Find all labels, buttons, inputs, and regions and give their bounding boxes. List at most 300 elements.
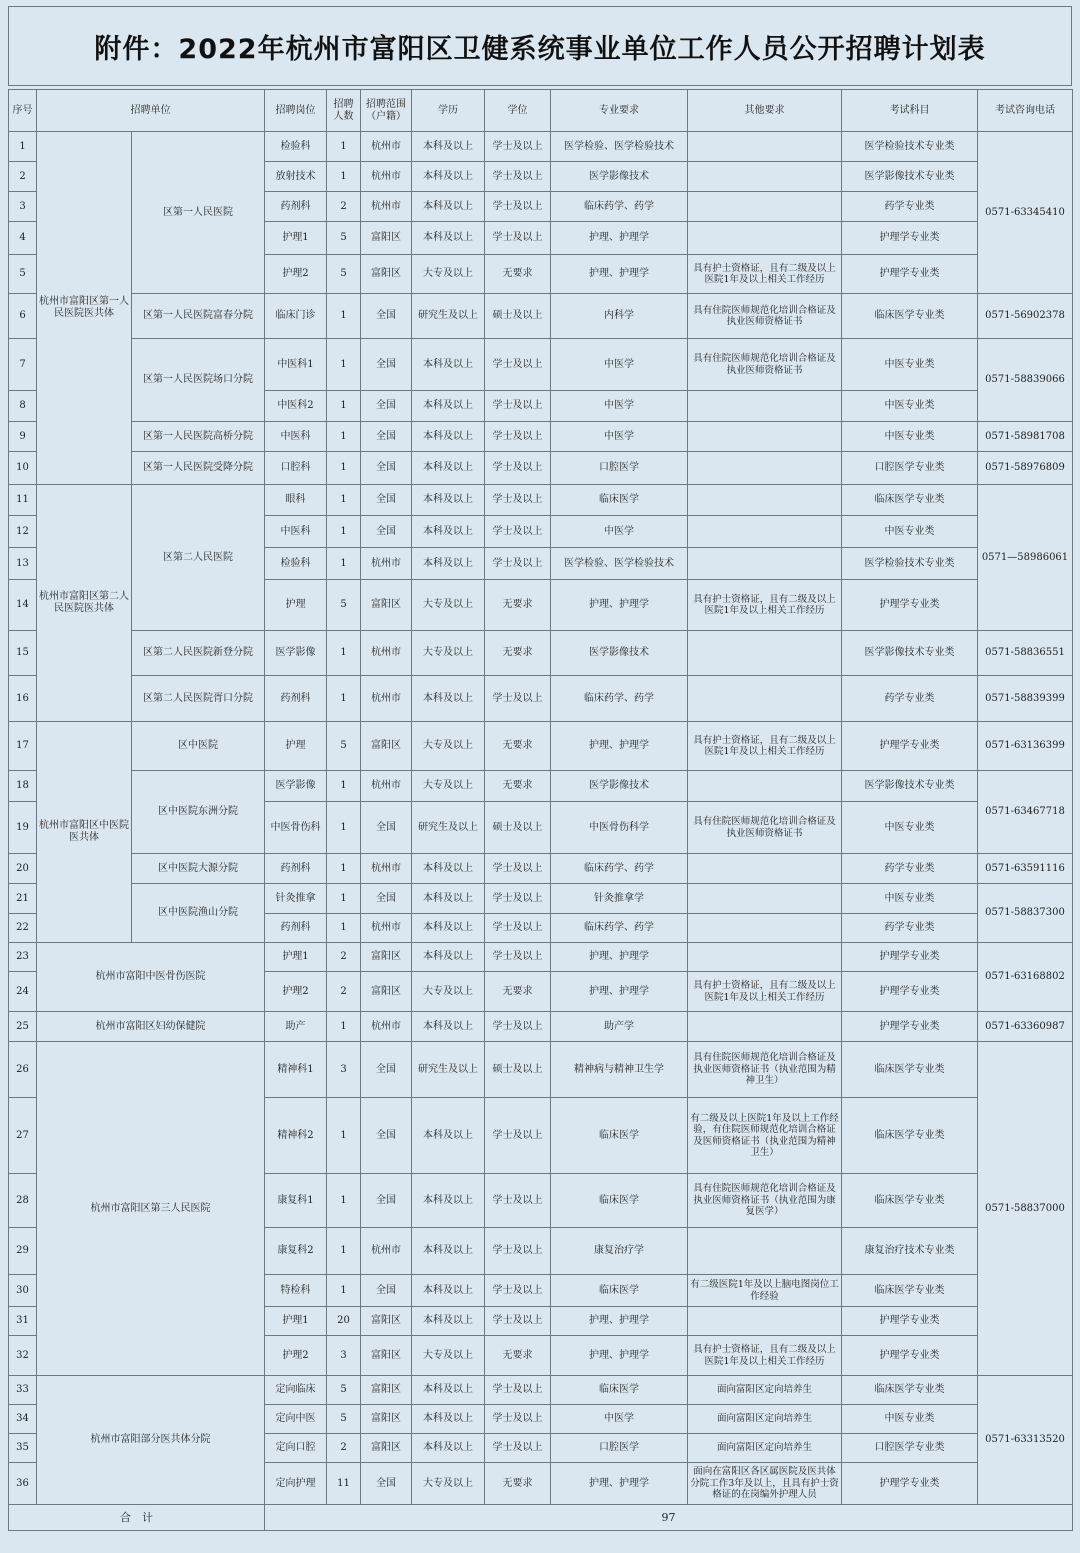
cell-exam: 药学专业类 bbox=[842, 854, 978, 884]
cell-edu: 研究生及以上 bbox=[412, 802, 485, 854]
cell-major: 临床医学 bbox=[551, 1275, 688, 1307]
cell-other bbox=[688, 1307, 842, 1336]
column-header: 序号 bbox=[9, 90, 37, 132]
cell-other: 具有住院医师规范化培训合格证及执业医师资格证书 bbox=[688, 802, 842, 854]
cell-major: 口腔医学 bbox=[551, 452, 688, 485]
row-number: 5 bbox=[9, 255, 37, 294]
cell-count: 3 bbox=[327, 1042, 361, 1098]
cell-edu: 本科及以上 bbox=[412, 1434, 485, 1463]
cell-scope: 富阳区 bbox=[361, 222, 412, 255]
cell-edu: 本科及以上 bbox=[412, 516, 485, 548]
row-number: 12 bbox=[9, 516, 37, 548]
group-name: 杭州市富阳区第二人民医院医共体 bbox=[37, 485, 132, 722]
cell-count: 2 bbox=[327, 1434, 361, 1463]
row-number: 20 bbox=[9, 854, 37, 884]
phone-number: 0571-58976809 bbox=[978, 452, 1073, 485]
cell-degree: 学士及以上 bbox=[485, 1376, 551, 1405]
row-number: 29 bbox=[9, 1228, 37, 1275]
cell-degree: 硕士及以上 bbox=[485, 1042, 551, 1098]
row-number: 22 bbox=[9, 914, 37, 943]
cell-exam: 临床医学专业类 bbox=[842, 1376, 978, 1405]
table-row bbox=[9, 1376, 1073, 1405]
cell-count: 1 bbox=[327, 802, 361, 854]
cell-scope: 富阳区 bbox=[361, 722, 412, 771]
cell-post: 临床门诊 bbox=[265, 294, 327, 339]
cell-count: 1 bbox=[327, 676, 361, 722]
cell-post: 精神科2 bbox=[265, 1098, 327, 1174]
cell-edu: 研究生及以上 bbox=[412, 294, 485, 339]
cell-edu: 本科及以上 bbox=[412, 1275, 485, 1307]
cell-exam: 康复治疗技术专业类 bbox=[842, 1228, 978, 1275]
row-number: 6 bbox=[9, 294, 37, 339]
cell-scope: 全国 bbox=[361, 516, 412, 548]
cell-count: 1 bbox=[327, 884, 361, 914]
cell-edu: 本科及以上 bbox=[412, 391, 485, 422]
cell-other bbox=[688, 222, 842, 255]
row-number: 26 bbox=[9, 1042, 37, 1098]
cell-scope: 全国 bbox=[361, 1275, 412, 1307]
phone-number: 0571—58986061 bbox=[978, 485, 1073, 631]
cell-exam: 临床医学专业类 bbox=[842, 1042, 978, 1098]
phone-number: 0571-63168802 bbox=[978, 943, 1073, 1012]
cell-count: 11 bbox=[327, 1463, 361, 1505]
row-number: 9 bbox=[9, 422, 37, 452]
cell-count: 1 bbox=[327, 1174, 361, 1228]
cell-scope: 杭州市 bbox=[361, 854, 412, 884]
table-row bbox=[9, 884, 1073, 914]
unit-name: 区中医院渔山分院 bbox=[132, 884, 265, 943]
cell-exam: 中医专业类 bbox=[842, 516, 978, 548]
cell-degree: 无要求 bbox=[485, 255, 551, 294]
cell-count: 5 bbox=[327, 255, 361, 294]
cell-edu: 研究生及以上 bbox=[412, 1042, 485, 1098]
cell-edu: 大专及以上 bbox=[412, 255, 485, 294]
cell-major: 临床药学、药学 bbox=[551, 854, 688, 884]
cell-post: 护理 bbox=[265, 580, 327, 631]
cell-exam: 护理学专业类 bbox=[842, 972, 978, 1012]
cell-major: 临床医学 bbox=[551, 1174, 688, 1228]
cell-other: 面向在富阳区各区属医院及医共体分院工作3年及以上，且具有护士资格证的在岗编外护理人员 bbox=[688, 1463, 842, 1505]
table-row bbox=[9, 339, 1073, 391]
cell-scope: 全国 bbox=[361, 1098, 412, 1174]
cell-post: 定向口腔 bbox=[265, 1434, 327, 1463]
cell-other bbox=[688, 422, 842, 452]
cell-edu: 本科及以上 bbox=[412, 854, 485, 884]
cell-scope: 杭州市 bbox=[361, 914, 412, 943]
cell-edu: 本科及以上 bbox=[412, 914, 485, 943]
cell-count: 1 bbox=[327, 132, 361, 162]
cell-scope: 全国 bbox=[361, 294, 412, 339]
cell-scope: 全国 bbox=[361, 485, 412, 516]
cell-count: 1 bbox=[327, 548, 361, 580]
row-number: 13 bbox=[9, 548, 37, 580]
cell-degree: 硕士及以上 bbox=[485, 294, 551, 339]
cell-other: 具有住院医师规范化培训合格证及执业医师资格证书 bbox=[688, 339, 842, 391]
cell-post: 药剂科 bbox=[265, 192, 327, 222]
cell-other: 具有护士资格证，且有二级及以上医院1年及以上相关工作经历 bbox=[688, 580, 842, 631]
cell-edu: 本科及以上 bbox=[412, 222, 485, 255]
cell-post: 特检科 bbox=[265, 1275, 327, 1307]
cell-exam: 医学影像技术专业类 bbox=[842, 162, 978, 192]
cell-major: 临床医学 bbox=[551, 485, 688, 516]
cell-major: 临床药学、药学 bbox=[551, 914, 688, 943]
cell-exam: 医学检验技术专业类 bbox=[842, 548, 978, 580]
cell-edu: 大专及以上 bbox=[412, 771, 485, 802]
cell-exam: 口腔医学专业类 bbox=[842, 1434, 978, 1463]
row-number: 24 bbox=[9, 972, 37, 1012]
table-row bbox=[9, 771, 1073, 802]
column-header: 招聘人数 bbox=[327, 90, 361, 132]
cell-major: 医学影像技术 bbox=[551, 631, 688, 676]
row-number: 17 bbox=[9, 722, 37, 771]
phone-number: 0571-63467718 bbox=[978, 771, 1073, 854]
cell-degree: 无要求 bbox=[485, 722, 551, 771]
phone-number: 0571-63136399 bbox=[978, 722, 1073, 771]
cell-scope: 全国 bbox=[361, 339, 412, 391]
cell-edu: 本科及以上 bbox=[412, 485, 485, 516]
cell-exam: 中医专业类 bbox=[842, 339, 978, 391]
cell-major: 医学影像技术 bbox=[551, 771, 688, 802]
cell-count: 1 bbox=[327, 162, 361, 192]
cell-major: 临床药学、药学 bbox=[551, 192, 688, 222]
unit-name: 区第二人民医院新登分院 bbox=[132, 631, 265, 676]
unit-name: 区第一人民医院 bbox=[132, 132, 265, 294]
cell-edu: 本科及以上 bbox=[412, 943, 485, 972]
cell-degree: 无要求 bbox=[485, 972, 551, 1012]
cell-degree: 无要求 bbox=[485, 771, 551, 802]
cell-major: 助产学 bbox=[551, 1012, 688, 1042]
cell-post: 精神科1 bbox=[265, 1042, 327, 1098]
cell-other: 具有护士资格证，且有二级及以上医院1年及以上相关工作经历 bbox=[688, 1336, 842, 1376]
table-row bbox=[9, 943, 1073, 972]
cell-major: 临床医学 bbox=[551, 1376, 688, 1405]
cell-post: 放射技术 bbox=[265, 162, 327, 192]
table-row bbox=[9, 631, 1073, 676]
row-number: 28 bbox=[9, 1174, 37, 1228]
cell-scope: 全国 bbox=[361, 1174, 412, 1228]
cell-major: 中医学 bbox=[551, 1405, 688, 1434]
cell-exam: 护理学专业类 bbox=[842, 943, 978, 972]
row-number: 25 bbox=[9, 1012, 37, 1042]
cell-count: 1 bbox=[327, 914, 361, 943]
cell-count: 1 bbox=[327, 1275, 361, 1307]
cell-scope: 杭州市 bbox=[361, 1228, 412, 1275]
cell-scope: 富阳区 bbox=[361, 1307, 412, 1336]
cell-scope: 全国 bbox=[361, 391, 412, 422]
cell-count: 1 bbox=[327, 1098, 361, 1174]
cell-count: 5 bbox=[327, 722, 361, 771]
cell-exam: 临床医学专业类 bbox=[842, 1098, 978, 1174]
cell-edu: 大专及以上 bbox=[412, 631, 485, 676]
cell-exam: 护理学专业类 bbox=[842, 722, 978, 771]
cell-scope: 杭州市 bbox=[361, 771, 412, 802]
cell-scope: 全国 bbox=[361, 452, 412, 485]
cell-exam: 临床医学专业类 bbox=[842, 485, 978, 516]
cell-major: 护理、护理学 bbox=[551, 1307, 688, 1336]
cell-exam: 临床医学专业类 bbox=[842, 1275, 978, 1307]
cell-count: 2 bbox=[327, 972, 361, 1012]
cell-count: 20 bbox=[327, 1307, 361, 1336]
table-row bbox=[9, 485, 1073, 516]
phone-number: 0571-56902378 bbox=[978, 294, 1073, 339]
cell-degree: 学士及以上 bbox=[485, 1012, 551, 1042]
cell-count: 3 bbox=[327, 1336, 361, 1376]
unit-name: 区第一人民医院场口分院 bbox=[132, 339, 265, 422]
cell-edu: 本科及以上 bbox=[412, 1174, 485, 1228]
cell-exam: 临床医学专业类 bbox=[842, 294, 978, 339]
cell-exam: 护理学专业类 bbox=[842, 1336, 978, 1376]
cell-exam: 口腔医学专业类 bbox=[842, 452, 978, 485]
column-header: 考试咨询电话 bbox=[978, 90, 1073, 132]
cell-scope: 杭州市 bbox=[361, 162, 412, 192]
row-number: 27 bbox=[9, 1098, 37, 1174]
cell-major: 临床药学、药学 bbox=[551, 676, 688, 722]
column-header: 招聘范围（户籍） bbox=[361, 90, 412, 132]
cell-major: 护理、护理学 bbox=[551, 972, 688, 1012]
cell-edu: 本科及以上 bbox=[412, 1098, 485, 1174]
row-number: 31 bbox=[9, 1307, 37, 1336]
cell-edu: 本科及以上 bbox=[412, 548, 485, 580]
cell-post: 康复科1 bbox=[265, 1174, 327, 1228]
cell-exam: 医学影像技术专业类 bbox=[842, 771, 978, 802]
cell-count: 5 bbox=[327, 580, 361, 631]
cell-scope: 全国 bbox=[361, 1463, 412, 1505]
cell-count: 1 bbox=[327, 422, 361, 452]
unit-name: 区中医院 bbox=[132, 722, 265, 771]
cell-major: 护理、护理学 bbox=[551, 580, 688, 631]
cell-major: 医学影像技术 bbox=[551, 162, 688, 192]
cell-degree: 学士及以上 bbox=[485, 548, 551, 580]
cell-post: 护理 bbox=[265, 722, 327, 771]
cell-degree: 学士及以上 bbox=[485, 192, 551, 222]
cell-edu: 本科及以上 bbox=[412, 676, 485, 722]
cell-other: 具有住院医师规范化培训合格证及执业医师资格证书 bbox=[688, 294, 842, 339]
total-row bbox=[9, 1505, 1073, 1531]
cell-degree: 学士及以上 bbox=[485, 676, 551, 722]
cell-scope: 杭州市 bbox=[361, 548, 412, 580]
cell-major: 康复治疗学 bbox=[551, 1228, 688, 1275]
cell-post: 药剂科 bbox=[265, 676, 327, 722]
table-row bbox=[9, 854, 1073, 884]
cell-major: 中医学 bbox=[551, 391, 688, 422]
cell-other bbox=[688, 914, 842, 943]
phone-number: 0571-63591116 bbox=[978, 854, 1073, 884]
cell-count: 1 bbox=[327, 631, 361, 676]
cell-other bbox=[688, 485, 842, 516]
cell-degree: 学士及以上 bbox=[485, 1434, 551, 1463]
cell-post: 中医科 bbox=[265, 422, 327, 452]
cell-major: 护理、护理学 bbox=[551, 722, 688, 771]
cell-post: 护理1 bbox=[265, 222, 327, 255]
cell-exam: 中医专业类 bbox=[842, 391, 978, 422]
cell-count: 1 bbox=[327, 854, 361, 884]
column-header: 其他要求 bbox=[688, 90, 842, 132]
cell-edu: 本科及以上 bbox=[412, 1376, 485, 1405]
cell-other: 面向富阳区定向培养生 bbox=[688, 1405, 842, 1434]
table-row bbox=[9, 722, 1073, 771]
cell-degree: 学士及以上 bbox=[485, 339, 551, 391]
cell-degree: 学士及以上 bbox=[485, 1228, 551, 1275]
cell-post: 护理2 bbox=[265, 1336, 327, 1376]
cell-major: 护理、护理学 bbox=[551, 1336, 688, 1376]
cell-exam: 护理学专业类 bbox=[842, 1012, 978, 1042]
cell-degree: 硕士及以上 bbox=[485, 802, 551, 854]
cell-degree: 学士及以上 bbox=[485, 516, 551, 548]
cell-post: 助产 bbox=[265, 1012, 327, 1042]
cell-exam: 药学专业类 bbox=[842, 192, 978, 222]
cell-degree: 学士及以上 bbox=[485, 391, 551, 422]
unit-name: 杭州市富阳部分医共体分院 bbox=[37, 1376, 265, 1505]
row-number: 11 bbox=[9, 485, 37, 516]
cell-scope: 富阳区 bbox=[361, 972, 412, 1012]
cell-other: 面向富阳区定向培养生 bbox=[688, 1434, 842, 1463]
cell-count: 2 bbox=[327, 943, 361, 972]
cell-count: 1 bbox=[327, 1228, 361, 1275]
cell-edu: 本科及以上 bbox=[412, 1307, 485, 1336]
group-name: 杭州市富阳区第一人民医院医共体 bbox=[37, 132, 132, 485]
cell-degree: 学士及以上 bbox=[485, 222, 551, 255]
cell-count: 1 bbox=[327, 485, 361, 516]
cell-post: 中医科 bbox=[265, 516, 327, 548]
row-number: 32 bbox=[9, 1336, 37, 1376]
cell-major: 临床医学 bbox=[551, 1098, 688, 1174]
cell-exam: 中医专业类 bbox=[842, 802, 978, 854]
row-number: 2 bbox=[9, 162, 37, 192]
cell-post: 检验科 bbox=[265, 548, 327, 580]
cell-edu: 本科及以上 bbox=[412, 192, 485, 222]
cell-post: 护理1 bbox=[265, 1307, 327, 1336]
cell-other bbox=[688, 943, 842, 972]
cell-degree: 无要求 bbox=[485, 1463, 551, 1505]
cell-other: 具有护士资格证，且有二级及以上医院1年及以上相关工作经历 bbox=[688, 972, 842, 1012]
phone-number: 0571-63345410 bbox=[978, 132, 1073, 294]
cell-degree: 学士及以上 bbox=[485, 422, 551, 452]
row-number: 14 bbox=[9, 580, 37, 631]
cell-exam: 中医专业类 bbox=[842, 1405, 978, 1434]
row-number: 15 bbox=[9, 631, 37, 676]
cell-scope: 杭州市 bbox=[361, 132, 412, 162]
cell-major: 针灸推拿学 bbox=[551, 884, 688, 914]
cell-post: 针灸推拿 bbox=[265, 884, 327, 914]
cell-other bbox=[688, 132, 842, 162]
cell-degree: 学士及以上 bbox=[485, 1174, 551, 1228]
unit-name: 区第二人民医院胥口分院 bbox=[132, 676, 265, 722]
unit-name: 区中医院东洲分院 bbox=[132, 771, 265, 854]
row-number: 8 bbox=[9, 391, 37, 422]
cell-other bbox=[688, 391, 842, 422]
phone-number: 0571-58837300 bbox=[978, 884, 1073, 943]
cell-other bbox=[688, 854, 842, 884]
cell-edu: 大专及以上 bbox=[412, 1463, 485, 1505]
cell-count: 1 bbox=[327, 516, 361, 548]
cell-major: 口腔医学 bbox=[551, 1434, 688, 1463]
table-row bbox=[9, 1012, 1073, 1042]
cell-edu: 本科及以上 bbox=[412, 884, 485, 914]
cell-other bbox=[688, 1228, 842, 1275]
column-header: 招聘单位 bbox=[37, 90, 265, 132]
phone-number: 0571-58836551 bbox=[978, 631, 1073, 676]
cell-count: 2 bbox=[327, 192, 361, 222]
table-row bbox=[9, 676, 1073, 722]
header-row bbox=[9, 90, 1073, 132]
cell-other bbox=[688, 884, 842, 914]
phone-number: 0571-58839399 bbox=[978, 676, 1073, 722]
cell-post: 检验科 bbox=[265, 132, 327, 162]
cell-scope: 富阳区 bbox=[361, 1336, 412, 1376]
group-name: 杭州市富阳区中医院医共体 bbox=[37, 722, 132, 943]
cell-degree: 无要求 bbox=[485, 580, 551, 631]
cell-post: 中医科2 bbox=[265, 391, 327, 422]
row-number: 35 bbox=[9, 1434, 37, 1463]
cell-edu: 大专及以上 bbox=[412, 1336, 485, 1376]
cell-post: 定向临床 bbox=[265, 1376, 327, 1405]
cell-edu: 本科及以上 bbox=[412, 1012, 485, 1042]
cell-degree: 学士及以上 bbox=[485, 1275, 551, 1307]
cell-edu: 本科及以上 bbox=[412, 339, 485, 391]
cell-post: 定向护理 bbox=[265, 1463, 327, 1505]
cell-post: 眼科 bbox=[265, 485, 327, 516]
cell-other bbox=[688, 516, 842, 548]
row-number: 23 bbox=[9, 943, 37, 972]
cell-edu: 本科及以上 bbox=[412, 162, 485, 192]
cell-post: 康复科2 bbox=[265, 1228, 327, 1275]
unit-name: 杭州市富阳区妇幼保健院 bbox=[37, 1012, 265, 1042]
cell-post: 口腔科 bbox=[265, 452, 327, 485]
cell-major: 中医骨伤科学 bbox=[551, 802, 688, 854]
cell-exam: 中医专业类 bbox=[842, 884, 978, 914]
cell-scope: 全国 bbox=[361, 884, 412, 914]
cell-exam: 药学专业类 bbox=[842, 914, 978, 943]
cell-other bbox=[688, 162, 842, 192]
cell-other bbox=[688, 548, 842, 580]
cell-edu: 本科及以上 bbox=[412, 422, 485, 452]
phone-number: 0571-63313520 bbox=[978, 1376, 1073, 1505]
unit-name: 杭州市富阳区第三人民医院 bbox=[37, 1042, 265, 1376]
unit-name: 区第一人民医院受降分院 bbox=[132, 452, 265, 485]
cell-scope: 杭州市 bbox=[361, 631, 412, 676]
cell-other bbox=[688, 1012, 842, 1042]
cell-scope: 富阳区 bbox=[361, 580, 412, 631]
cell-exam: 医学影像技术专业类 bbox=[842, 631, 978, 676]
cell-post: 医学影像 bbox=[265, 771, 327, 802]
cell-edu: 本科及以上 bbox=[412, 1228, 485, 1275]
cell-degree: 学士及以上 bbox=[485, 943, 551, 972]
cell-scope: 杭州市 bbox=[361, 676, 412, 722]
cell-other: 有二级医院1年及以上脑电图岗位工作经验 bbox=[688, 1275, 842, 1307]
table-row bbox=[9, 422, 1073, 452]
cell-exam: 临床医学专业类 bbox=[842, 1174, 978, 1228]
cell-count: 5 bbox=[327, 1376, 361, 1405]
cell-other: 具有护士资格证，且有二级及以上医院1年及以上相关工作经历 bbox=[688, 722, 842, 771]
cell-exam: 护理学专业类 bbox=[842, 1307, 978, 1336]
cell-edu: 本科及以上 bbox=[412, 1405, 485, 1434]
cell-degree: 学士及以上 bbox=[485, 884, 551, 914]
cell-scope: 全国 bbox=[361, 422, 412, 452]
page-title: 附件：2022年杭州市富阳区卫健系统事业单位工作人员公开招聘计划表 bbox=[8, 6, 1072, 86]
row-number: 34 bbox=[9, 1405, 37, 1434]
cell-post: 护理2 bbox=[265, 972, 327, 1012]
cell-post: 医学影像 bbox=[265, 631, 327, 676]
cell-scope: 富阳区 bbox=[361, 1376, 412, 1405]
cell-post: 定向中医 bbox=[265, 1405, 327, 1434]
cell-edu: 本科及以上 bbox=[412, 452, 485, 485]
cell-major: 护理、护理学 bbox=[551, 1463, 688, 1505]
recruitment-table bbox=[8, 89, 1073, 1531]
cell-count: 5 bbox=[327, 222, 361, 255]
cell-count: 1 bbox=[327, 452, 361, 485]
cell-scope: 全国 bbox=[361, 802, 412, 854]
cell-degree: 学士及以上 bbox=[485, 854, 551, 884]
